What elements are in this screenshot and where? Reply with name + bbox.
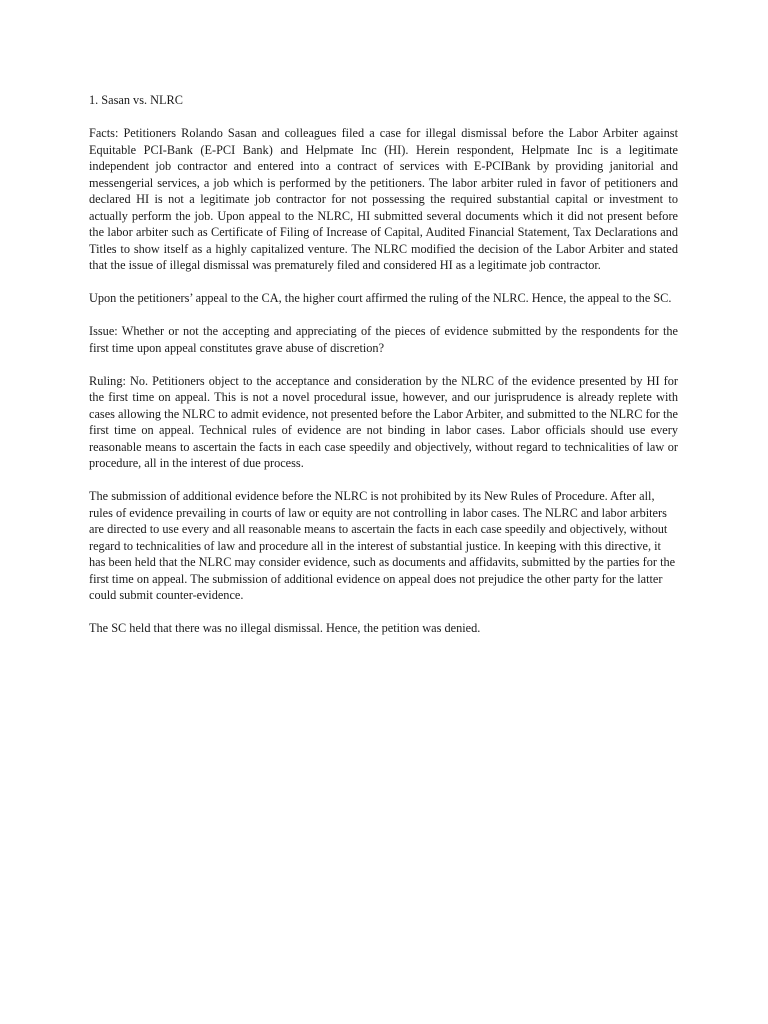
- appeal-paragraph: Upon the petitioners’ appeal to the CA, the higher court affirmed the ruling of the NLRC. Hence, the appeal to the SC.: [89, 291, 672, 305]
- additional-evidence-paragraph: The submission of additional evidence before the NLRC is not prohibited by its New Rules of Procedure. After all, rules of evidence prevailing in courts of law or equity are not controlling in labor cases. The NLRC and labor arbiters are directed to use every and all reasonable means to ascertain the facts in each case speedily and objectively, without regard to technicalities of law and procedure all in the interest of substantial justice. In keeping with this directive, it has been held that the NLRC may consider evidence, such as documents and affidavits, submitted by the parties for the first time on appeal. The submission of additional evidence on appeal does not prejudice the other party for the latter could submit counter-evidence.: [89, 489, 676, 602]
- facts-paragraph: Facts: Petitioners Rolando Sasan and colleagues filed a case for illegal dismissal before the Labor Arbiter against Equitable PCI-Bank (E-PCI Bank) and Helpmate Inc (HI). Herein respondent, Helpmate Inc is a legitimate independent job contractor and entered into a contract of services with E-PCIBank by providing janitorial and messengerial services, a job which is performed by the petitioners. The labor arbiter ruled in favor of petitioners and declared HI is not a legitimate job contractor for not possessing the required substantial capital or investment to actually perform the job. Upon appeal to the NLRC, HI submitted several documents which it did not present before the labor arbiter such as Certificate of Filing of Increase of Capital, Audited Financial Statement, Tax Declarations and Titles to show itself as a highly capitalized venture. The NLRC modified the decision of the Labor Arbiter and stated that the issue of illegal dismissal was prematurely filed and considered HI as a legitimate job contractor.: [89, 126, 678, 272]
- conclusion-paragraph: The SC held that there was no illegal dismissal. Hence, the petition was denied.: [89, 621, 481, 635]
- document-body: [89, 92, 678, 653]
- case-heading: 1. Sasan vs. NLRC: [89, 93, 183, 107]
- ruling-paragraph: Ruling: No. Petitioners object to the acceptance and consideration by the NLRC of the evidence presented by HI for the first time on appeal. This is not a novel procedural issue, however, and our jurisprudence is already replete with cases allowing the NLRC to admit evidence, not presented before the Labor Arbiter, and submitted to the NLRC for the first time on appeal. Technical rules of evidence are not binding in labor cases. Labor officials should use every reasonable means to ascertain the facts in each case speedily and objectively, without regard to technicalities of law or procedure, all in the interest of due process.: [89, 373, 678, 470]
- issue-paragraph: Issue: Whether or not the accepting and appreciating of the pieces of evidence submitted by the respondents for the first time upon appeal constitutes grave abuse of discretion?: [89, 324, 678, 355]
